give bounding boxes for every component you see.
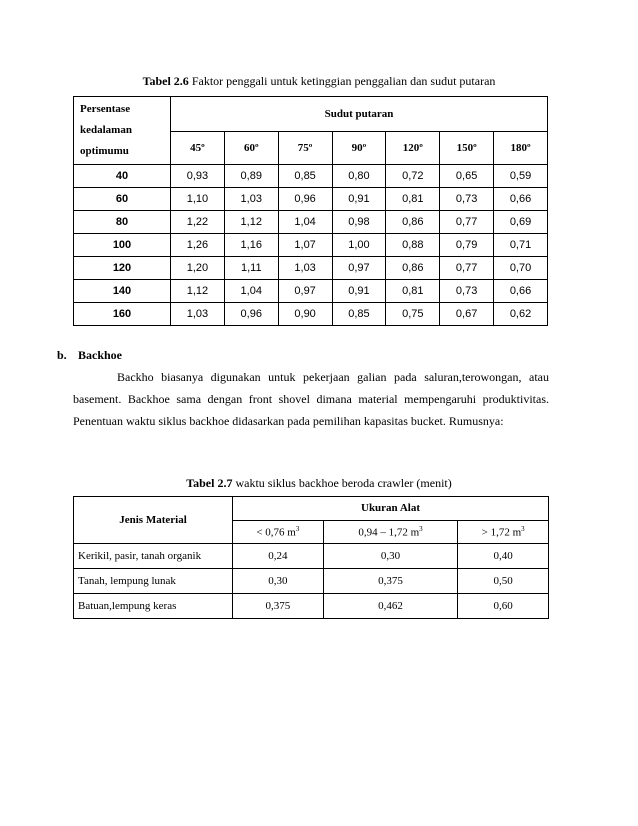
table-row [74,234,548,257]
factor-cell: 1,22 [171,211,225,234]
factor-cell: 1,26 [171,234,225,257]
size-text: 0,94 – 1,72 m [358,526,420,539]
size-exponent: 3 [419,524,423,533]
depth-cell: 60 [74,188,171,211]
depth-cell: 40 [74,165,171,188]
depth-cell: 100 [74,234,171,257]
table-2-7-caption [0,476,638,491]
material-cell: Tanah, lempung lunak [74,569,233,594]
cycle-time-cell: 0,462 [323,594,458,619]
factor-cell: 0,85 [278,165,332,188]
angle-header-cell: 150º [440,132,494,165]
section-title: Backhoe [78,348,123,362]
factor-cell: 0,67 [440,303,494,326]
size-text: > 1,72 m [481,526,522,539]
table-row [74,188,548,211]
factor-cell: 0,96 [224,303,278,326]
factor-cell: 1,03 [171,303,225,326]
cycle-time-cell: 0,60 [458,594,549,619]
angle-header-cell: 45º [171,132,225,165]
factor-cell: 1,03 [278,257,332,280]
angle-header-cell: 120º [386,132,440,165]
factor-cell: 0,70 [494,257,548,280]
factor-cell: 0,65 [440,165,494,188]
factor-cell: 1,10 [171,188,225,211]
table-2-6-header-row [74,97,548,132]
factor-cell: 1,16 [224,234,278,257]
factor-cell: 0,72 [386,165,440,188]
table-2-6-caption-number: Tabel 2.6 [142,74,189,88]
table-row [74,544,549,569]
factor-cell: 0,93 [171,165,225,188]
factor-cell: 0,80 [332,165,386,188]
size-header-cell [458,520,549,544]
backhoe-paragraph: Backho biasanya digunakan untuk pekerjaan galian pada saluran,terowongan, atau basement. Backhoe sama dengan front shovel dimana material mempengaruhi produktivitas. Penentuan waktu siklus backhoe didasarkan pada pemilihan kapasitas bucket. Rumusnya: [73,370,549,428]
depth-cell: 140 [74,280,171,303]
factor-cell: 0,73 [440,188,494,211]
table-2-6-caption [0,74,638,89]
table-row [74,594,549,619]
size-header-cell [323,520,458,544]
cycle-time-cell: 0,40 [458,544,549,569]
table-row [74,280,548,303]
factor-cell: 0,73 [440,280,494,303]
depth-header-line-3: optimumu [80,145,129,157]
material-column-header: Jenis Material [74,497,233,544]
factor-cell: 0,88 [386,234,440,257]
depth-cell: 120 [74,257,171,280]
cycle-time-cell: 0,375 [323,569,458,594]
size-exponent: 3 [295,524,300,533]
factor-cell: 0,91 [332,280,386,303]
factor-cell: 1,04 [224,280,278,303]
factor-cell: 1,03 [224,188,278,211]
cycle-time-cell: 0,375 [233,594,324,619]
table-2-7 [73,496,549,619]
tool-size-header: Ukuran Alat [233,497,549,521]
depth-cell: 80 [74,211,171,234]
table-2-7-header-row [74,497,549,521]
section-label: b. [57,348,67,362]
factor-cell: 0,77 [440,257,494,280]
factor-cell: 0,85 [332,303,386,326]
material-cell: Batuan,lempung keras [74,594,233,619]
factor-cell: 0,59 [494,165,548,188]
factor-cell: 0,86 [386,257,440,280]
factor-cell: 1,07 [278,234,332,257]
angle-header-cell: 90º [332,132,386,165]
table-row [74,303,548,326]
factor-cell: 0,79 [440,234,494,257]
factor-cell: 1,20 [171,257,225,280]
cycle-time-cell: 0,30 [323,544,458,569]
depth-header-line-1: Persentase [80,103,131,115]
table-2-6 [73,96,548,326]
factor-cell: 0,91 [332,188,386,211]
factor-cell: 0,86 [386,211,440,234]
angle-header-cell: 75º [278,132,332,165]
factor-cell: 0,71 [494,234,548,257]
factor-cell: 0,90 [278,303,332,326]
factor-cell: 1,12 [224,211,278,234]
factor-cell: 0,96 [278,188,332,211]
table-2-7-caption-text: waktu siklus backhoe beroda crawler (menit) [232,476,452,490]
cycle-time-cell: 0,30 [233,569,324,594]
factor-cell: 0,81 [386,280,440,303]
cycle-time-cell: 0,24 [233,544,324,569]
table-row [74,257,548,280]
factor-cell: 0,89 [224,165,278,188]
factor-cell: 1,00 [332,234,386,257]
factor-cell: 0,98 [332,211,386,234]
size-text: < 0,76 m [256,526,296,539]
rotation-angle-header: Sudut putaran [171,97,548,132]
table-row [74,569,549,594]
table-2-7-caption-number: Tabel 2.7 [186,476,233,490]
table-row [74,165,548,188]
depth-column-header [74,97,171,165]
factor-cell: 0,77 [440,211,494,234]
size-header-cell [233,520,324,544]
material-cell: Kerikil, pasir, tanah organik [74,544,233,569]
factor-cell: 0,66 [494,280,548,303]
factor-cell: 0,97 [278,280,332,303]
factor-cell: 0,97 [332,257,386,280]
factor-cell: 0,81 [386,188,440,211]
factor-cell: 0,62 [494,303,548,326]
factor-cell: 1,04 [278,211,332,234]
angle-header-cell: 60º [224,132,278,165]
factor-cell: 1,11 [224,257,278,280]
angle-header-cell: 180º [494,132,548,165]
depth-header-line-2: kedalaman [80,124,132,136]
factor-cell: 1,12 [171,280,225,303]
depth-cell: 160 [74,303,171,326]
table-2-6-caption-text: Faktor penggali untuk ketinggian penggalian dan sudut putaran [188,74,496,88]
factor-cell: 0,69 [494,211,548,234]
section-heading [57,348,122,363]
factor-cell: 0,75 [386,303,440,326]
size-exponent: 3 [521,524,525,533]
factor-cell: 0,66 [494,188,548,211]
cycle-time-cell: 0,50 [458,569,549,594]
table-row [74,211,548,234]
